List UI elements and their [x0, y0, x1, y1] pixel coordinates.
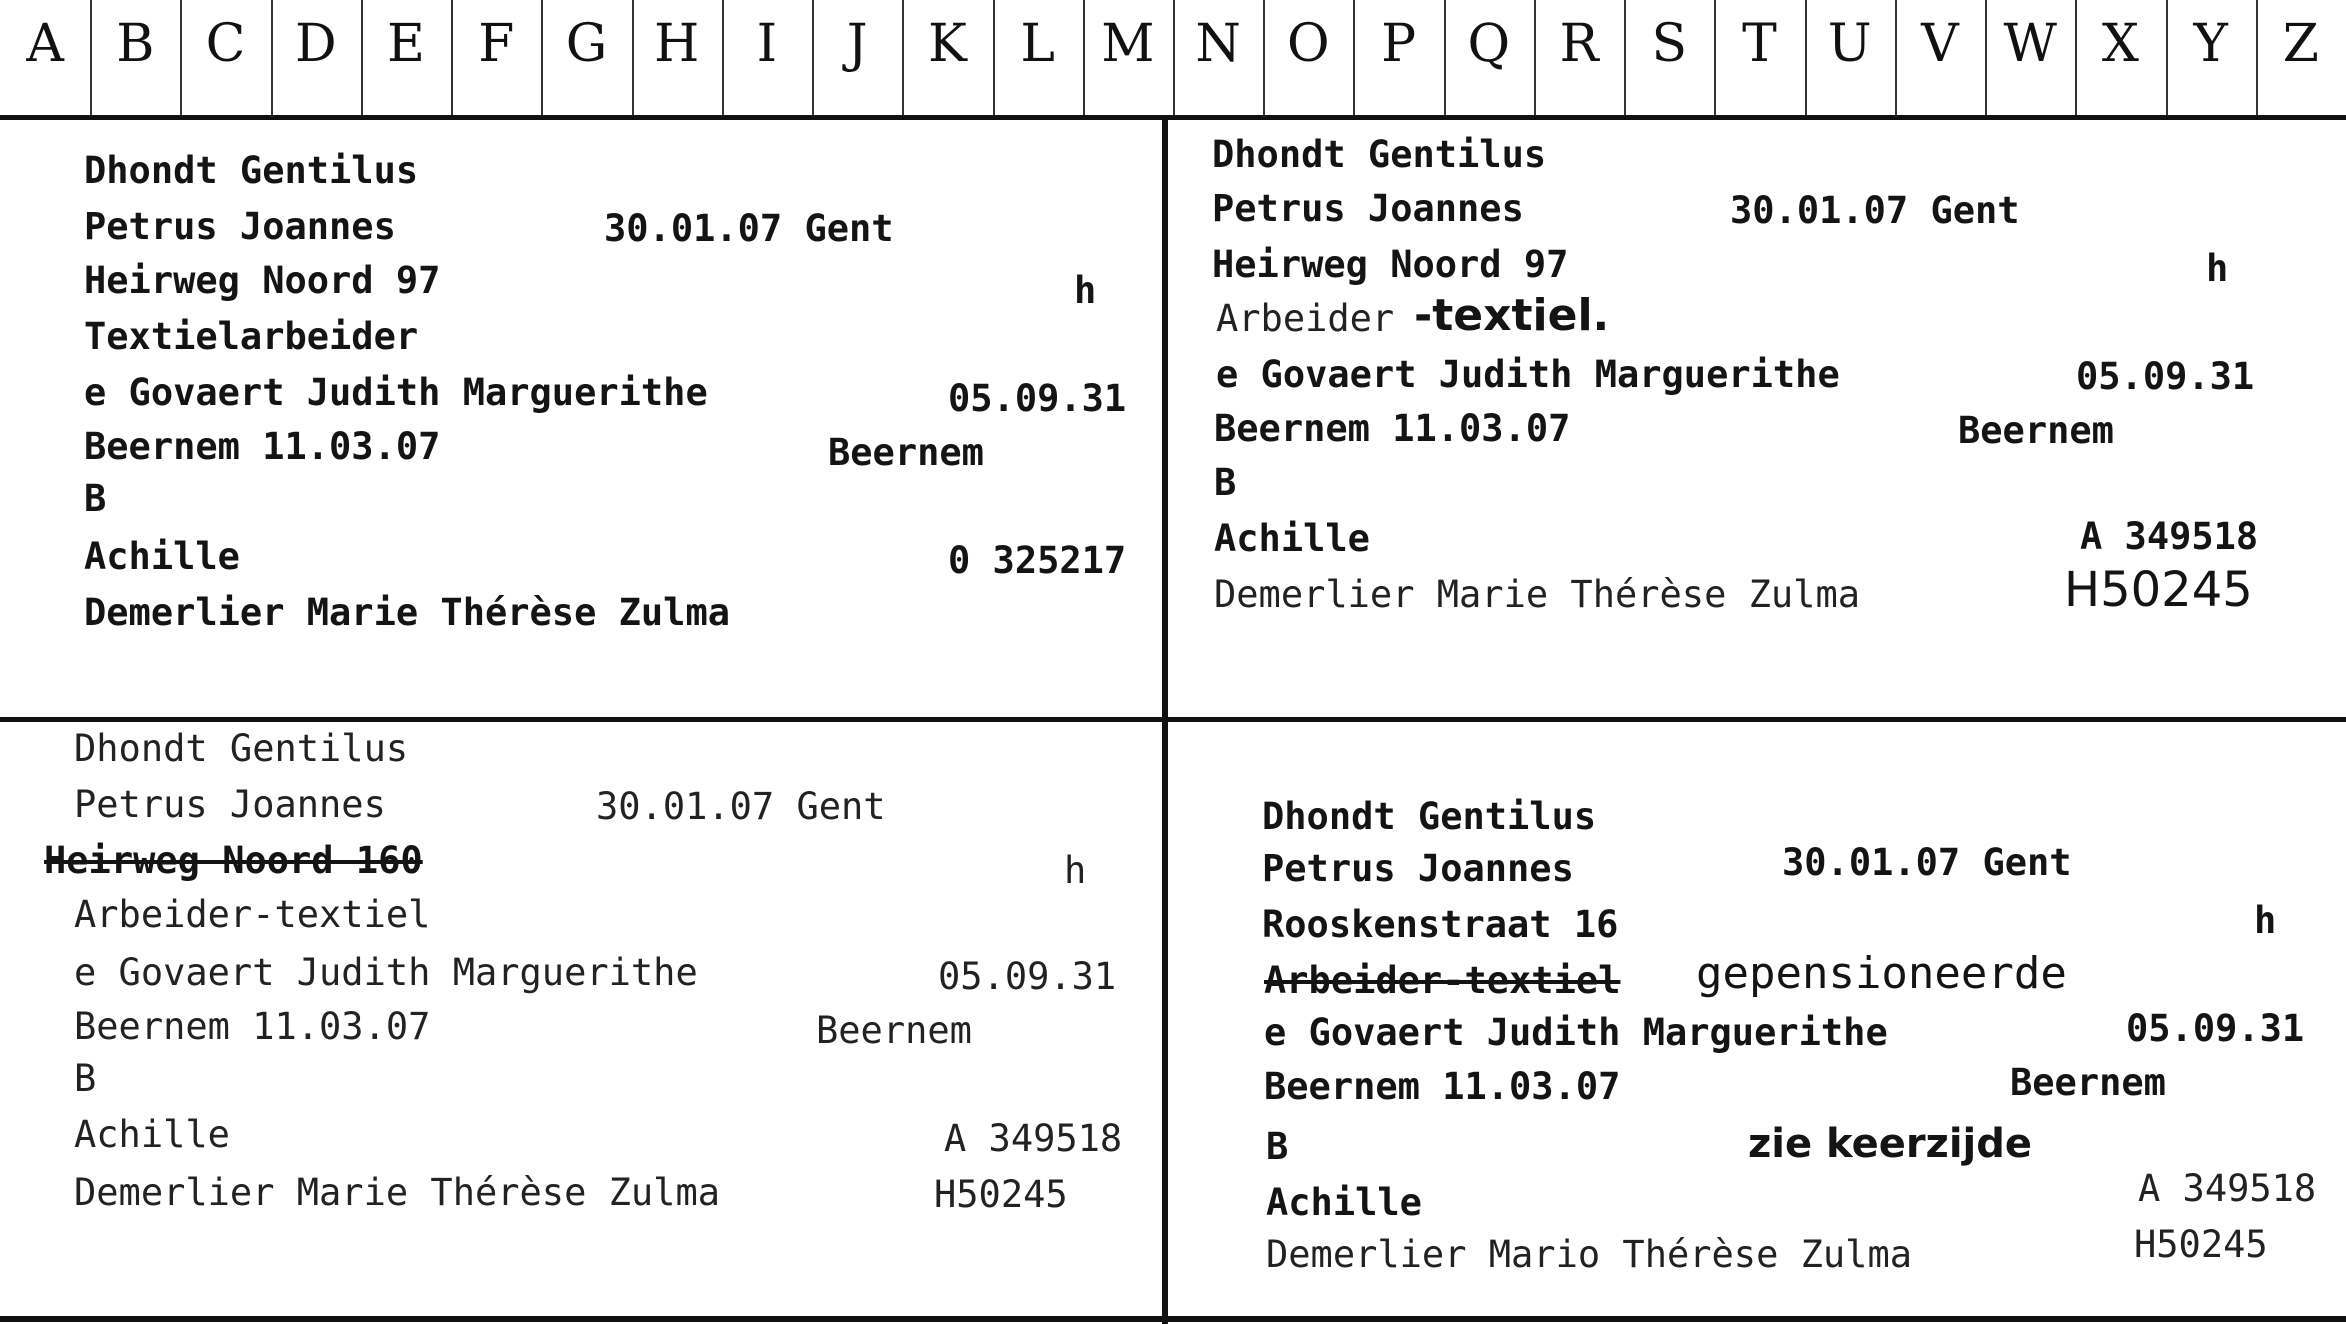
card2-father: Achille — [1214, 517, 1370, 560]
index-divider — [632, 0, 634, 115]
card1-birth: 30.01.07 Gent — [604, 207, 894, 250]
index-divider — [451, 0, 453, 115]
card2-h-number: H50245 — [2064, 562, 2253, 618]
card2-id-number: A 349518 — [2080, 515, 2259, 558]
alphabet-index-row — [0, 0, 2346, 120]
card2-spouse: e Govaert Judith Marguerithe — [1216, 353, 1840, 396]
card-divider-horizontal-left — [0, 717, 1162, 722]
index-divider — [2166, 0, 2168, 115]
card2-mother: Demerlier Marie Thérèse Zulma — [1214, 573, 1861, 616]
card4-see-reverse: zie keerzijde — [1748, 1121, 2033, 1167]
card1-mother: Demerlier Marie Thérèse Zulma — [84, 591, 731, 634]
card4-address: Rooskenstraat 16 — [1262, 903, 1619, 946]
index-letter-d: D — [294, 14, 337, 74]
card2-address: Heirweg Noord 97 — [1212, 243, 1569, 286]
card1-marriage-place: Beernem — [828, 431, 984, 474]
card3-father: Achille — [74, 1113, 230, 1156]
index-letter-k: K — [927, 14, 967, 74]
card3-names: Petrus Joannes — [74, 783, 386, 826]
card1-occupation: Textielarbeider — [84, 315, 419, 358]
index-divider — [2075, 0, 2077, 115]
card2-names: Petrus Joannes — [1212, 187, 1524, 230]
index-letter-o: O — [1287, 14, 1330, 74]
index-letter-l: L — [1020, 14, 1055, 74]
card1-id-number: 0 325217 — [948, 539, 1127, 582]
index-divider — [1714, 0, 1716, 115]
index-letter-f: F — [478, 14, 515, 74]
card3-surname-given: Dhondt Gentilus — [74, 727, 409, 770]
card3-h-number: H50245 — [934, 1173, 1068, 1216]
index-letter-w: W — [2003, 14, 2057, 74]
card2-marriage-place: Beernem — [1958, 409, 2114, 452]
card4-mother: Demerlier Mario Thérèse Zulma — [1266, 1233, 1913, 1276]
index-divider — [541, 0, 543, 115]
index-divider — [1624, 0, 1626, 115]
card4-occupation-new: gepensioneerde — [1696, 948, 2067, 999]
index-letter-e: E — [387, 14, 426, 74]
card1-names: Petrus Joannes — [84, 205, 396, 248]
index-letter-j: J — [846, 14, 868, 74]
card3-marriage-date: 05.09.31 — [938, 955, 1117, 998]
card2-marriage-date: 05.09.31 — [2076, 355, 2255, 398]
card4-marriage-date: 05.09.31 — [2126, 1007, 2305, 1050]
index-divider — [812, 0, 814, 115]
index-letter-z: Z — [2282, 14, 2319, 74]
card4-marriage-place: Beernem — [2010, 1061, 2166, 1104]
card4-father: Achille — [1266, 1181, 1422, 1224]
index-letter-b: B — [116, 14, 155, 74]
card1-spouse: e Govaert Judith Marguerithe — [84, 371, 708, 414]
card1-marriage-date: 05.09.31 — [948, 377, 1127, 420]
card4-spouse-birth: Beernem 11.03.07 — [1264, 1065, 1621, 1108]
card3-occupation: Arbeider-textiel — [74, 893, 431, 936]
card1-b-mark: B — [84, 477, 107, 520]
index-divider — [1263, 0, 1265, 115]
card3-h-mark: h — [1064, 849, 1087, 892]
card1-father: Achille — [84, 535, 240, 578]
index-divider — [993, 0, 995, 115]
card2-surname-given: Dhondt Gentilus — [1212, 133, 1547, 176]
page-bottom-rule — [0, 1316, 2346, 1322]
index-divider — [1895, 0, 1897, 115]
index-letter-m: M — [1101, 14, 1155, 74]
index-divider — [180, 0, 182, 115]
index-letter-h: H — [654, 14, 700, 74]
card2-b-mark: B — [1214, 461, 1237, 504]
index-letter-r: R — [1559, 14, 1599, 74]
index-divider — [1534, 0, 1536, 115]
card3-marriage-place: Beernem — [816, 1009, 972, 1052]
index-letter-x: X — [2101, 14, 2139, 74]
index-letter-s: S — [1651, 14, 1688, 74]
index-letter-y: Y — [2193, 14, 2228, 74]
card1-h-mark: h — [1074, 269, 1097, 312]
card4-h-mark: h — [2254, 899, 2277, 942]
index-letter-v: V — [1921, 14, 1959, 74]
card2-occupation: Arbeider — [1216, 297, 1395, 340]
index-divider — [1985, 0, 1987, 115]
card4-occupation-struck: Arbeider-textiel — [1264, 959, 1621, 1002]
card4-id-number: A 349518 — [2138, 1167, 2317, 1210]
index-letter-q: Q — [1467, 14, 1511, 74]
card1-spouse-birth: Beernem 11.03.07 — [84, 425, 441, 468]
card4-spouse: e Govaert Judith Marguerithe — [1264, 1011, 1888, 1054]
index-divider — [902, 0, 904, 115]
index-divider — [1805, 0, 1807, 115]
card3-spouse: e Govaert Judith Marguerithe — [74, 951, 698, 994]
card3-id-number: A 349518 — [944, 1117, 1123, 1160]
index-divider — [2256, 0, 2258, 115]
index-letter-g: G — [565, 14, 608, 74]
index-letter-t: T — [1742, 14, 1777, 74]
index-divider — [722, 0, 724, 115]
card2-occupation-stamp: -textiel. — [1414, 290, 1610, 341]
card4-b-mark: B — [1266, 1125, 1289, 1168]
index-divider — [1353, 0, 1355, 115]
index-letter-i: I — [756, 14, 778, 74]
card1-surname-given: Dhondt Gentilus — [84, 149, 419, 192]
card3-mother: Demerlier Marie Thérèse Zulma — [74, 1171, 721, 1214]
card4-birth: 30.01.07 Gent — [1782, 841, 2072, 884]
card4-h-number: H50245 — [2134, 1223, 2268, 1266]
index-letter-c: C — [205, 14, 246, 74]
card3-birth: 30.01.07 Gent — [596, 785, 886, 828]
card4-surname-given: Dhondt Gentilus — [1262, 795, 1597, 838]
index-letter-p: P — [1381, 14, 1417, 74]
card3-address-struck: Heirweg Noord 160 — [44, 839, 423, 882]
card4-names: Petrus Joannes — [1262, 847, 1574, 890]
card3-spouse-birth: Beernem 11.03.07 — [74, 1005, 431, 1048]
card-divider-horizontal-right — [1168, 717, 2346, 722]
index-divider — [271, 0, 273, 115]
index-divider — [1083, 0, 1085, 115]
card1-address: Heirweg Noord 97 — [84, 259, 441, 302]
card3-b-mark: B — [74, 1057, 97, 1100]
card2-birth: 30.01.07 Gent — [1730, 189, 2020, 232]
index-letter-a: A — [26, 14, 64, 74]
index-divider — [90, 0, 92, 115]
index-letter-n: N — [1195, 14, 1241, 74]
index-divider — [1173, 0, 1175, 115]
index-divider — [361, 0, 363, 115]
card-divider-vertical — [1162, 120, 1168, 1324]
card2-spouse-birth: Beernem 11.03.07 — [1214, 407, 1571, 450]
index-divider — [1444, 0, 1446, 115]
card2-h-mark: h — [2206, 247, 2229, 290]
index-letter-u: U — [1827, 14, 1872, 74]
